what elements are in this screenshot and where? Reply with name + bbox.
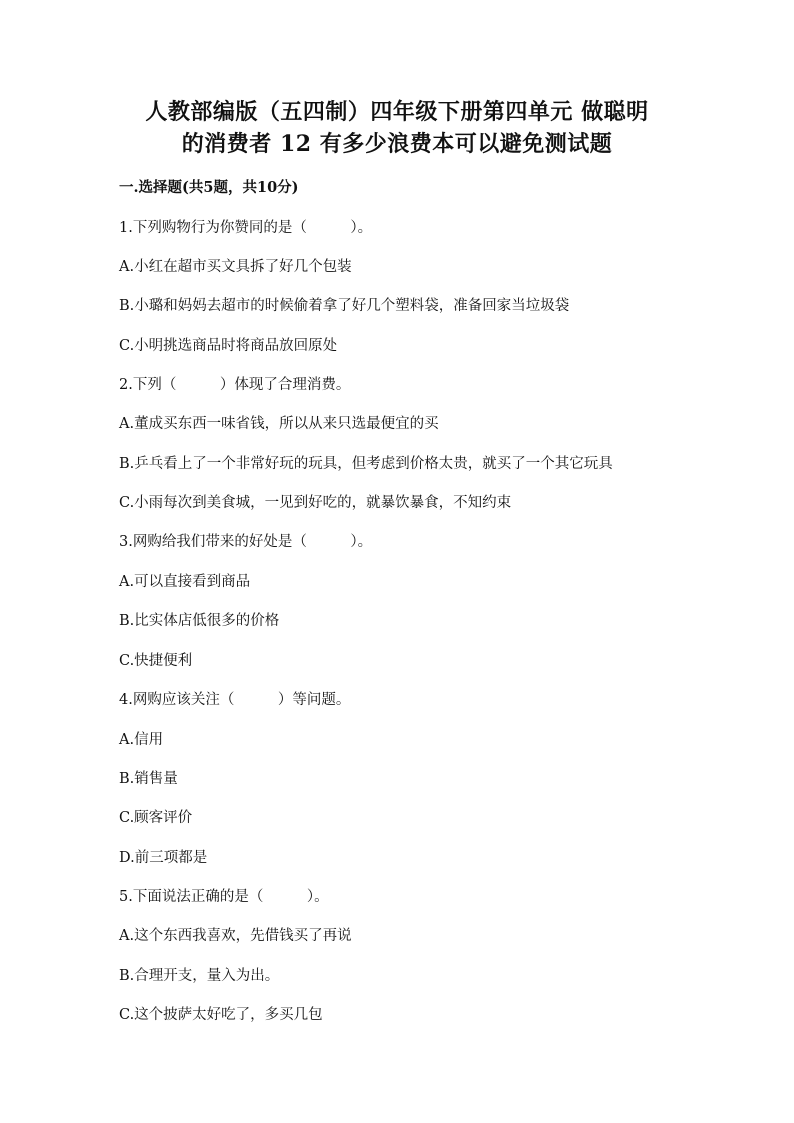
question-4-option-d: D.前三项都是 xyxy=(119,850,208,866)
question-1-option-b: B.小璐和妈妈去超市的时候偷着拿了好几个塑料袋，准备回家当垃圾袋 xyxy=(119,298,570,314)
question-2-stem: 2.下列（ ）体现了合理消费。 xyxy=(119,377,351,393)
question-2-option-a: A.董成买东西一味省钱，所以从来只选最便宜的买 xyxy=(119,416,439,432)
question-1-stem: 1.下列购物行为你赞同的是（ ）。 xyxy=(119,220,373,236)
question-5-option-a: A.这个东西我喜欢，先借钱买了再说 xyxy=(119,928,352,944)
question-3-option-b: B.比实体店低很多的价格 xyxy=(119,613,280,629)
question-1-option-c: C.小明挑选商品时将商品放回原处 xyxy=(119,338,338,354)
question-3-option-a: A.可以直接看到商品 xyxy=(119,574,251,590)
section-heading: 一.选择题(共5题，共10分) xyxy=(119,179,299,196)
question-1-option-a: A.小红在超市买文具拆了好几个包装 xyxy=(119,259,352,275)
question-4-option-c: C.顾客评价 xyxy=(119,810,193,826)
question-2-option-b: B.乒乓看上了一个非常好玩的玩具，但考虑到价格太贵，就买了一个其它玩具 xyxy=(119,456,613,472)
question-3-stem: 3.网购给我们带来的好处是（ ）。 xyxy=(119,534,373,550)
document-title-line-1: 人教部编版（五四制）四年级下册第四单元 做聪明 xyxy=(145,99,649,125)
question-5-stem: 5.下面说法正确的是（ ）。 xyxy=(119,889,329,905)
document-title-line-2: 的消费者 12 有多少浪费本可以避免测试题 xyxy=(181,131,613,157)
question-4-stem: 4.网购应该关注（ ）等问题。 xyxy=(119,692,351,708)
question-4-option-a: A.信用 xyxy=(119,732,164,748)
question-4-option-b: B.销售量 xyxy=(119,771,178,787)
question-5-option-c: C.这个披萨太好吃了，多买几包 xyxy=(119,1007,323,1023)
question-2-option-c: C.小雨每次到美食城，一见到好吃的，就暴饮暴食，不知约束 xyxy=(119,495,512,511)
question-3-option-c: C.快捷便利 xyxy=(119,653,193,669)
question-5-option-b: B.合理开支，量入为出。 xyxy=(119,968,280,984)
